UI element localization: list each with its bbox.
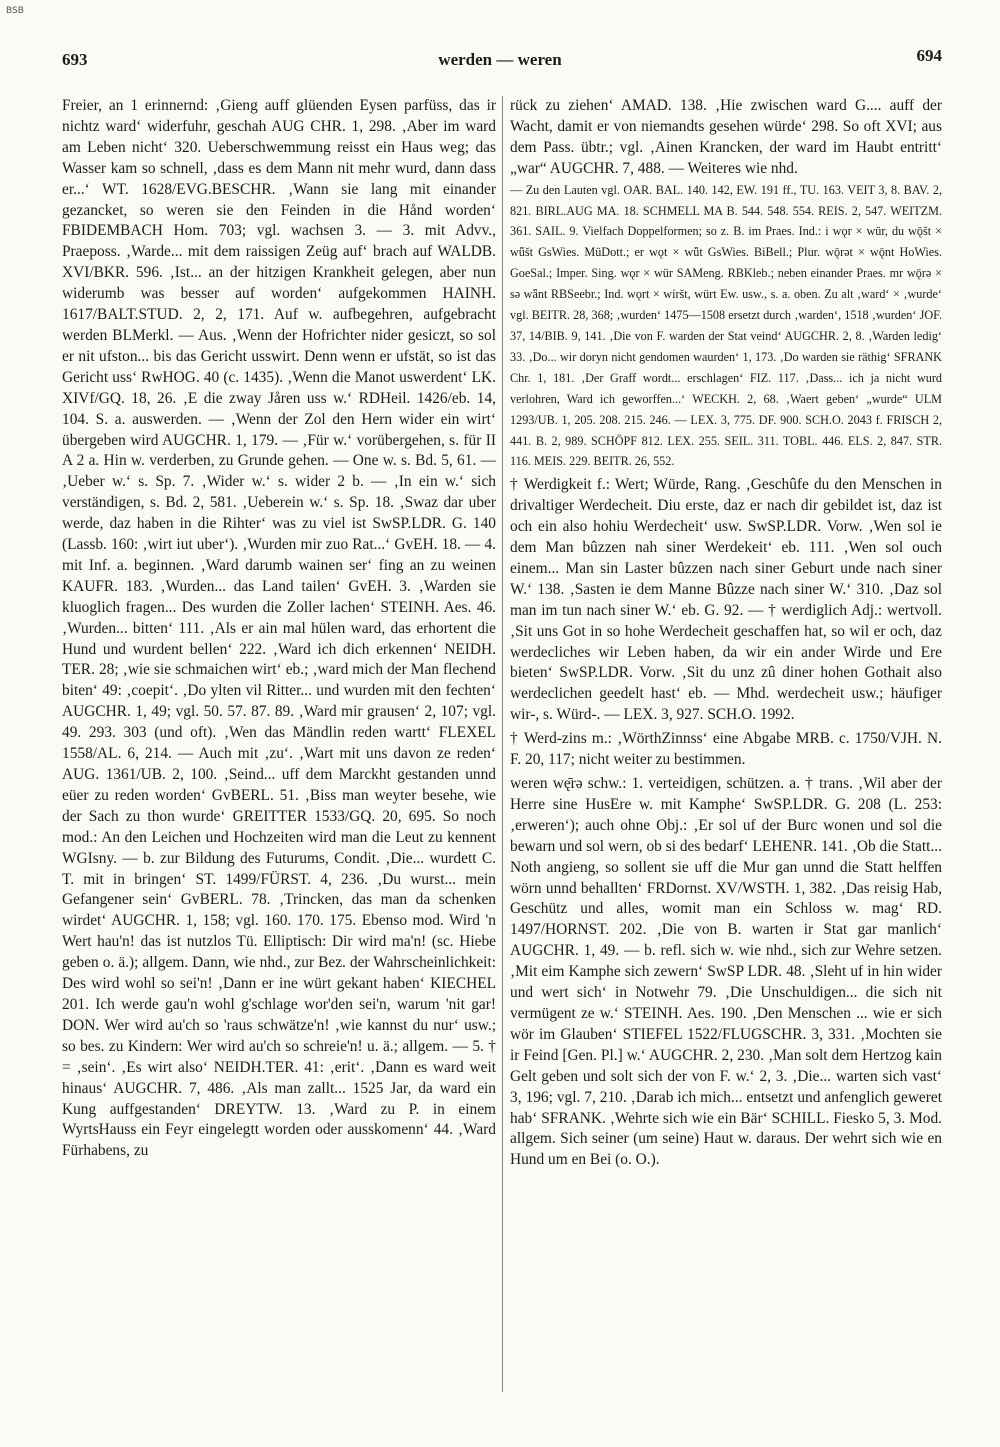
left-page-number: 693 (62, 50, 88, 69)
left-column (62, 96, 496, 1392)
entry-continuation: rück zu ziehen‘ AMAD. 138. ‚Hie zwischen ward G.... auff der Wacht, damit er von niemandts gesehen würde‘ 298. So oft XVI; aus dem Pass. übtr.; vgl. ‚Ainen Krancken, der ward im Haubt entritt‘ „war“ AUGCHR. 7, 488. — Weiteres wie nhd. (510, 97, 942, 177)
entry-weren: weren wę̄rə schw.: 1. verteidigen, schützen. a. † trans. ‚Wil aber der Herre sine HusEre w. mit Kamphe‘ SwSP.LDR. G. 208 (L. 253: ‚erweren‘); auch ohne Obj.: ‚Er sol uf der Burc wonen und sol die bewarn und sol wern, ob si des bedarf‘ LEHENR. 141. ‚Ob die Statt... Noth angieng, so sollent sie uff die Mur gan unnd die Statt helffen wörn unnd behallten‘ FRDornst. XV/WSTH. 1, 382. ‚Das reisig Hab, Geschütz und alles, womit man ein Schloss w. mag‘ RD. 1497/HORNST. 202. ‚Die von B. warten ir Stat gar manlich‘ AUGCHR. 1, 49. — b. refl. sich w. wie nhd., sich zur Wehre setzen. ‚Mit eim Kamphe sich zewern‘ SwSP LDR. 48. ‚Sleht uf in hin wider und wert sich‘ in Notwehr 79. ‚Die Unschuldigen... die sich nit vermügent ze w.‘ STEINH. Aes. 190. ‚Den Menschen ... wie er sich wör im Glauben‘ STIEFEL 1522/FLUGSCHR. 3, 331. ‚Mochten sie ir Feind [Gen. Pl.] w.‘ AUGCHR. 2, 230. ‚Man solt dem Hertzog kain Gelt geben und solt sich der von F. w.‘ 2, 3. ‚Die... warten sich vast‘ 3, 196; vgl. 7, 210. ‚Darab ich mich... entsetzt und anfenglich geweret hab‘ SFRANK. ‚Wehrte sich wie ein Bär‘ SCHILL. Fiesko 5, 3. Mod. allgem. Sich seiner (um seine) Haut w. daraus. Der wehrt sich wie en Hund um en Bei (o. O.). (510, 775, 942, 1169)
page-header (0, 42, 1000, 72)
right-page-number: 694 (916, 46, 942, 65)
running-title: werden — weren (438, 50, 562, 69)
left-column-text: Freier, an 1 erinnernd: ‚Gieng auff glüenden Eysen parfüss, das ir nichtz ward‘ widerfuhr, geschah AUG CHR. 1, 298. ‚Aber im ward am Leben nicht‘ 320. Ueberschwemmung reisst ein Haus weg; das Wasser kam so schnell, ‚dass es dem Mann nit mehr wurd, dann dass er...‘ WT. 1628/EVG.BESCHR. ‚Wann sie lang mit einander gezancket, so weren sie den Feinden in die Hånd worden‘ FBIDEMBACH Hom. 703; vgl. wachsen 3. — 3. mit Advv., Praeposs. ‚Warde... mit dem raissigen Zeüg auf‘ brach auf WALDB. XVI/BKR. 596. ‚Ist... an der hitzigen Krankheit gelegen, aber nun widerumb was besser auf worden‘ aufgekommen HAINH. 1617/BALT.STUD. 2, 2, 171. Auf w. aufbegehren, aufgebracht werden BLMerkl. — Aus. ‚Wenn der Hofrichter nider gesiczt, so sol er nit ufston... bis das Gericht usswirt. Denn wenn er ufstät, so ist das Gericht uss‘ RwHOG. 40 (c. 1435). ‚Wenn die Manot uswerdent‘ LK. XIVf/GQ. 18, 26. ‚E die zway Jåren uss w.‘ RDHeil. 1426/eb. 14, 104. S. a. auswerden. — ‚Wenn der Zol den Hern wider ein wirt‘ übergeben wird AUGCHR. 1, 179. — ‚Für w.‘ vorübergehen, s. für II A 2 a. Hin w. verderben, zu Grunde gehen. — One w. s. Bd. 5, 61. — ‚Ueber w.‘ s. Sp. 7. ‚Wider w.‘ s. wider 2 b. — ‚In ein w.‘ sich verständigen, s. Bd. 2, 581. ‚Ueberein w.‘ s. Sp. 18. ‚Swaz dar uber werde, daz haben in die Rihter‘ was zu viel ist SwSP.LDR. G. 140 (Lassb. 160: ‚wirt iut uber‘). ‚Wurden mir zuo Rat...‘ GvEH. 18. — 4. mit Inf. a. beginnen. ‚Ward darumb wainen ser‘ fing an zu weinen KAUFR. 183. ‚Wurden... das Land tailen‘ GvEH. 3. ‚Warden sie kluoglich fragen... Des wurden die Zoller lachen‘ STEINH. Aes. 46. ‚Wurden... bitten‘ 111. ‚Als er ain mal hülen ward, das erhortent die Hund und wurdent bellen‘ 222. ‚Ward ich dich erkennen‘ NEIDH. TER. 28; ‚wie sie schmaichen wirt‘ eb.; ‚ward mich der Man flechend biten‘ 49: ‚coepit‘. ‚Do ylten vil Ritter... und wurden mit den fechten‘ AUGCHR. 1, 49; vgl. 50. 57. 87. 89. ‚Ward mir grausen‘ 2, 107; vgl. 49. 293. 303 (und oft). ‚Wen das Mändlin reden wartt‘ FLEXEL 1558/AL. 6, 214. — Auch mit ‚zu‘. ‚Wart mit uns davon ze reden‘ AUG. 1361/UB. 2, 100. ‚Seind... uff dem Marckht gestanden unnd eüer zu reden worden‘ GvBERL. 51. ‚Biss man weyter besehe, wie der Sach zu thon wurde‘ GREITTER 1533/GQ. 20, 695. So noch mod.: An den Leichen und Hochzeiten wird man die Leut zu kennent WGIsny. — b. zur Bildung des Futurums, Condit. ‚Die... wurdett C. T. mit in bringen‘ ST. 1499/FÜRST. 4, 236. ‚Du wurst... mein Gefangener sein‘ GvBERL. 78. ‚Trincken, das man da schenken wirdet‘ AUGCHR. 1, 158; vgl. 160. 170. 175. Ebenso mod. Wird 'n Wert hau'n! das ist nutzlos Tü. Elliptisch: Dir wird ma'n! (sc. Hiebe geben o. ä.); allgem. Dann, wie nhd., zur Bez. der Wahrscheinlichkeit: Des wird wohl so sei'n! ‚Dann er ine würt gekant haben‘ KIECHEL 201. Ich werde gau'n wohl g'schlage wor'den sei'n, warum 'nit gar! DON. Wer wird au'ch so 'raus schwätze'n! ‚wie kannst du nur‘ usw.; so bes. zu Kindern: Wer wird au'ch so schreie'n! u. ä.; allgem. — 5. † = ‚sein‘. ‚Es wirt also‘ NEIDH.TER. 41: ‚erit‘. ‚Dann es ward weit hinaus‘ AUGCHR. 7, 486. ‚Als man zallt... 1525 Jar, da ward ein Kung auffgestanden‘ DREYTW. 13. ‚Ward zu P. in einem WyrtsHauss ein Feyr eingelegtt worden oder ausskomenn‘ 44. ‚Ward Fürhabens, zu (62, 97, 496, 1160)
entry-werdigkeit: † Werdigkeit f.: Wert; Würde, Rang. ‚Geschûfe du den Menschen in drivaltiger Werdecheit. Diu erste, daz er nach dir gebildet ist, daz ist och ein also hohiu Werdecheit‘ usw. SwSP.LDR. Vorw. ‚Wen sol ie dem Man bûzzen nah siner Werdekeit‘ eb. 111. ‚Wen sol ouch einem... Man sin Laster bûzzen nach siner Geburt unde nach siner W.‘ 138. ‚Sasten ie dem Manne Bûzze nach siner W.‘ 310. ‚Daz sol man im tun nach siner W.‘ eb. G. 92. — † werdiglich Adj.: wertvoll. ‚Sit uns Got in so hohe Werdecheit geschaffen hat, so wil er och, daz werdecliches wir Leben haben, da wir ein ander Wirde und Ere bieten‘ SwSP.LDR. Vorw. ‚Sit du unz zû diner hohen Gothait also werdeclichen geedelt hast‘ eb. — Mhd. werdecheit usw.; häufiger wir-, s. Würd-. — LEX. 3, 927. SCH.O. 1992. (510, 476, 942, 724)
phonology-notes: — Zu den Lauten vgl. OAR. BAL. 140. 142, EW. 191 ff., TU. 163. VEIT 3, 8. BAV. 2, 821. BIRL.AUG MA. 18. SCHMELL MA B. 544. 548. 554. REIS. 2, 547. WEITZM. 361. SAIL. 9. Vielfach Doppelformen; so z. B. im Praes. Ind.: i wǫr × wür, du wǭšt × wǖšt GsWies. MüDott.; er wǫt × wǖt GsWies. BiBell.; Plur. wǭrət × wǭnt HoWies. GoeSal.; Imper. Sing. wǫr × wür SAMeng. RBKleb.; neben einander Praes. mr wǭrə × sə wǟnt RBSeebr.; Ind. wǫrt × wíršt, würt Ew. usw., s. a. oben. Zu alt ‚ward‘ × ‚wurde‘ vgl. BEITR. 28, 368; ‚wurden‘ 1475—1508 ersetzt durch ‚warden‘, 1518 ‚wurden‘ JOF. 37, 14/BIB. 9, 141. ‚Die von F. warden der Stat veind‘ AUGCHR. 2, 8. ‚Warden ledig‘ 33. ‚Do... wir doryn nicht gendomen waurden‘ 1, 173. ‚Do warden sie räthig‘ SFRANK Chr. 1, 181. ‚Der Graff wordt... erschlagen‘ FIZ. 117. ‚Dass... ich ja nicht wurd verlohren, Ward ich geworffen...‘ WECKH. 2, 68. ‚Waert geben‘ „wurde“ ULM 1293/UB. 1, 205. 208. 215. 246. — LEX. 3, 775. DF. 900. SCH.O. 2043 f. FRISCH 2, 441. B. 2, 989. SCHÖPF 812. LEX. 255. SEIL. 311. TOBL. 446. ELS. 2, 847. STR. 116. MEIS. 229. BEITR. 26, 552. (510, 182, 942, 469)
right-column (510, 96, 942, 1392)
column-divider (502, 96, 503, 1392)
library-stamp: BSB (6, 6, 24, 16)
entry-werd-zins: † Werd-zins m.: ‚WörthZinnss‘ eine Abgabe MRB. c. 1750/VJH. N. F. 20, 117; nicht weiter zu bestimmen. (510, 730, 942, 769)
